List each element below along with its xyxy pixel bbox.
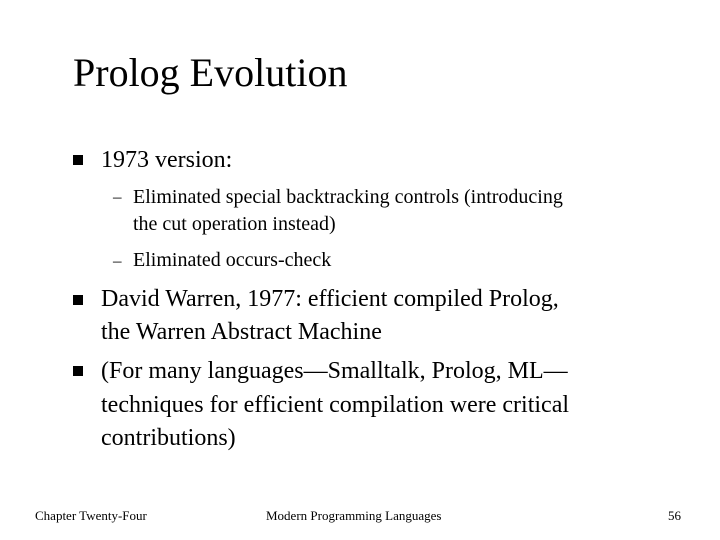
sub-bullet-2-line-1: Eliminated occurs-check bbox=[133, 249, 332, 271]
bullet-3-line-1: (For many languages—Smalltalk, Prolog, ML— bbox=[101, 358, 568, 384]
footer-page-number: 56 bbox=[668, 508, 681, 523]
bullet-2-line-2: the Warren Abstract Machine bbox=[101, 319, 382, 345]
bullet-square-icon bbox=[73, 366, 83, 376]
bullet-square-icon bbox=[73, 295, 83, 305]
bullet-square-icon bbox=[73, 155, 83, 165]
bullet-3-line-3: contributions) bbox=[101, 425, 236, 451]
footer-course-title: Modern Programming Languages bbox=[266, 508, 442, 523]
dash-marker: – bbox=[113, 251, 122, 270]
bullet-2-line-1: David Warren, 1977: efficient compiled Prolog, bbox=[101, 286, 559, 312]
bullet-1-text: 1973 version: bbox=[101, 147, 233, 173]
slide-title: Prolog Evolution bbox=[73, 50, 348, 95]
bullet-3-line-2: techniques for efficient compilation were critical bbox=[101, 392, 570, 418]
dash-marker: – bbox=[113, 187, 122, 206]
footer-chapter: Chapter Twenty-Four bbox=[35, 508, 147, 523]
sub-bullet-1-line-2: the cut operation instead) bbox=[133, 213, 336, 235]
sub-bullet-1-line-1: Eliminated special backtracking controls (introducing bbox=[133, 186, 563, 208]
